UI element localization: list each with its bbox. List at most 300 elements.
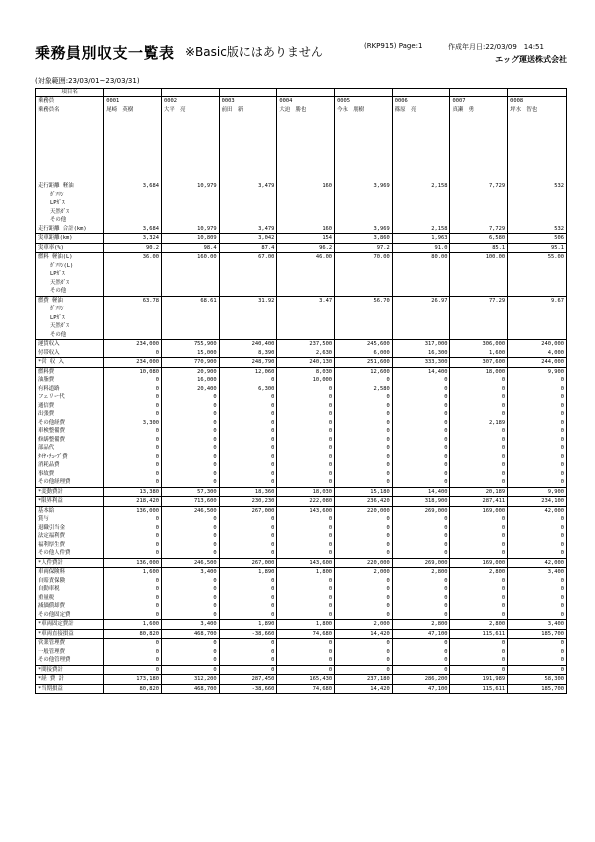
table-cell [508,331,567,340]
table-cell [104,123,162,132]
table-cell: 136,000 [104,558,162,568]
table-row [36,515,567,524]
table-cell: 0 [219,639,277,648]
table-cell: 2,158 [392,225,450,234]
table-cell: 15,180 [335,487,393,497]
table-cell [219,262,277,271]
row-label-text: 燃料 軽油(L) [38,254,73,260]
table-cell: 0 [277,665,335,675]
table-header-row [36,89,567,97]
table-cell [450,131,508,140]
item-name-header: 項目名 [36,89,104,97]
table-cell [392,322,450,331]
table-cell [161,165,219,174]
row-label [36,270,104,279]
table-cell: 0 [450,585,508,594]
table-cell: 9.67 [508,296,567,305]
table-cell: -38,660 [219,684,277,694]
table-cell: 9,900 [508,367,567,376]
table-cell [277,331,335,340]
table-cell [219,216,277,225]
table-cell [277,157,335,166]
row-label [36,577,104,586]
table-cell: 0 [219,532,277,541]
table-cell: 15,000 [161,349,219,358]
table-cell: 77.29 [450,296,508,305]
table-cell: 0 [335,611,393,620]
table-cell [392,174,450,183]
table-cell: 0 [104,444,162,453]
table-cell [335,270,393,279]
table-cell: 0 [104,549,162,558]
table-cell [392,262,450,271]
table-cell: 47,100 [392,684,450,694]
row-label-text: 通信費 [38,402,55,409]
table-cell [161,174,219,183]
table-cell: 0007 [450,97,508,106]
table-cell: 244,000 [508,358,567,368]
table-cell [508,208,567,217]
table-row [36,165,567,174]
table-cell [508,131,567,140]
table-row [36,199,567,208]
row-label [36,305,104,314]
table-cell [104,131,162,140]
row-label-text: ﾀｲﾔ･ﾁｭｰﾌﾞ費 [38,453,68,460]
table-cell [392,331,450,340]
table-cell: 0 [335,410,393,419]
table-cell [450,114,508,123]
table-cell: 56.70 [335,296,393,305]
table-cell: 0 [104,665,162,675]
table-cell: 0 [104,385,162,394]
table-cell [508,165,567,174]
table-cell [335,157,393,166]
table-cell: 0 [508,541,567,550]
row-label [36,358,104,368]
table-cell [508,157,567,166]
table-cell [508,279,567,288]
table-cell [392,305,450,314]
table-cell: 0 [335,594,393,603]
table-cell [161,123,219,132]
table-cell [161,191,219,200]
table-cell: 0 [508,524,567,533]
table-cell: 185,700 [508,684,567,694]
row-label-text: 運賃収入 [38,341,60,347]
table-cell [392,140,450,149]
table-cell: 0 [277,444,335,453]
date-range: (対象範囲:23/03/01~23/03/31) [35,77,140,85]
table-cell [450,262,508,271]
table-cell [335,191,393,200]
table-cell [335,279,393,288]
table-row [36,182,567,191]
table-cell: 267,000 [219,558,277,568]
page-title: 乗務員別収支一覧表 [35,44,175,62]
table-cell: 3,479 [219,225,277,234]
table-cell [219,314,277,323]
table-cell [450,331,508,340]
row-label [36,436,104,445]
row-label [36,340,104,349]
table-cell: 9,900 [508,487,567,497]
table-cell [508,305,567,314]
table-cell: 143,600 [277,558,335,568]
table-cell: 0 [277,549,335,558]
table-cell: 245,600 [335,340,393,349]
table-cell [508,140,567,149]
table-cell [450,165,508,174]
table-cell: 68.61 [161,296,219,305]
table-row [36,684,567,694]
table-cell: 0 [161,461,219,470]
table-cell: 篠原 亮 [392,106,450,115]
table-cell [335,165,393,174]
table-row [36,243,567,253]
table-cell [335,148,393,157]
row-label [36,97,104,106]
row-label-text: ｶﾞｿﾘﾝ(L) [50,262,74,269]
table-cell: 770,900 [161,358,219,368]
table-cell: 234,100 [508,497,567,507]
table-cell: 160 [277,225,335,234]
table-cell: 14,400 [392,367,450,376]
table-row [36,410,567,419]
row-label [36,629,104,639]
table-cell [392,114,450,123]
row-label [36,114,104,123]
table-cell [392,216,450,225]
table-cell: 0 [104,470,162,479]
table-cell: 246,500 [161,558,219,568]
table-row [36,106,567,115]
table-row [36,305,567,314]
table-cell: 0 [219,470,277,479]
table-cell: 0 [104,402,162,411]
table-row [36,270,567,279]
table-cell: 240,000 [508,340,567,349]
table-cell [277,279,335,288]
row-label [36,568,104,577]
table-cell: 10,000 [277,376,335,385]
table-cell: 287,411 [450,497,508,507]
table-cell: 0 [392,419,450,428]
table-cell [450,191,508,200]
table-cell: 10,979 [161,225,219,234]
table-cell: 7,729 [450,225,508,234]
row-label [36,558,104,568]
table-cell [450,148,508,157]
table-cell: 2,800 [450,620,508,630]
table-cell: 0 [335,419,393,428]
row-label [36,410,104,419]
row-label-text: 自賠責保険 [38,577,65,584]
table-cell: 269,000 [392,506,450,515]
table-cell: 58,300 [508,675,567,685]
table-cell: 74,680 [277,684,335,694]
row-label-text: その他固定費 [38,611,71,618]
company-name: エッグ運送株式会社 [495,55,567,64]
table-cell: 0003 [219,97,277,106]
table-cell: 0 [104,376,162,385]
table-row [36,97,567,106]
table-cell [219,279,277,288]
table-cell: 220,000 [335,506,393,515]
table-cell: 0 [508,444,567,453]
row-label [36,444,104,453]
row-label-text: その他 [50,217,67,223]
table-row [36,191,567,200]
table-cell: 0 [392,639,450,648]
table-cell: 0 [277,393,335,402]
row-label [36,376,104,385]
table-cell: 0 [161,419,219,428]
table-cell: 0 [450,402,508,411]
table-cell: 真瀬 勇 [450,106,508,115]
table-row [36,216,567,225]
table-cell: 0 [161,393,219,402]
table-cell [161,287,219,296]
table-cell: 0 [335,585,393,594]
table-cell: 0005 [335,97,393,106]
table-cell: 0 [450,478,508,487]
table-cell: 2,000 [335,568,393,577]
table-cell [219,131,277,140]
table-cell: 0 [161,611,219,620]
table-cell [104,199,162,208]
row-label [36,314,104,323]
row-label [36,216,104,225]
table-cell [508,287,567,296]
table-cell: 0 [392,541,450,550]
table-cell: 0 [392,602,450,611]
table-row [36,349,567,358]
table-cell: 0 [508,419,567,428]
table-row [36,532,567,541]
table-cell: 0 [392,461,450,470]
table-row [36,453,567,462]
table-cell: 14,420 [335,684,393,694]
row-label-text: 実車率(%) [38,244,64,251]
table-cell [392,314,450,323]
table-cell: 0 [450,427,508,436]
table-cell [219,287,277,296]
table-cell: 0 [161,427,219,436]
table-cell: 0 [450,436,508,445]
row-label-text: 走行距離 合計(km) [38,225,87,232]
table-cell [277,123,335,132]
table-cell: 0 [161,524,219,533]
table-row [36,497,567,507]
table-cell: 2,158 [392,182,450,191]
table-row [36,314,567,323]
row-label-text: *車両固定費計 [38,621,74,627]
table-cell: 0 [508,410,567,419]
table-cell [335,199,393,208]
row-label-text: 事故費 [38,470,55,477]
table-cell [219,191,277,200]
row-label [36,262,104,271]
table-cell: 0 [161,541,219,550]
table-cell: 3,324 [104,234,162,244]
table-cell [335,262,393,271]
table-cell: 0 [277,470,335,479]
row-label [36,349,104,358]
table-cell: 坪水 智也 [508,106,567,115]
table-row [36,568,567,577]
table-cell: 0 [219,648,277,657]
table-cell: 0 [392,524,450,533]
table-cell [450,199,508,208]
table-cell: 0 [508,436,567,445]
table-cell: 0 [277,585,335,594]
row-label-text: 天然ｶﾞｽ [50,279,69,286]
table-cell: 0 [161,656,219,665]
table-cell: 0 [104,478,162,487]
table-cell [508,199,567,208]
table-row [36,602,567,611]
table-cell: 0 [450,594,508,603]
row-label-text: 油脂費 [38,377,55,383]
table-cell [392,191,450,200]
table-cell: 318,900 [392,497,450,507]
table-cell: 1,600 [104,620,162,630]
table-cell: 0004 [277,97,335,106]
table-row [36,470,567,479]
table-cell: 143,600 [277,506,335,515]
table-cell: 3,860 [335,234,393,244]
table-cell: 0 [392,594,450,603]
table-cell: 0 [450,524,508,533]
table-cell [277,314,335,323]
row-label-text: その他 [50,288,67,294]
table-cell [450,140,508,149]
table-cell: 0 [219,585,277,594]
table-row [36,585,567,594]
table-cell: 13,380 [104,487,162,497]
table-cell: 0 [277,639,335,648]
table-cell: 90.2 [104,243,162,253]
table-cell [277,165,335,174]
row-label [36,639,104,648]
table-row [36,611,567,620]
table-cell: 0 [450,393,508,402]
table-cell [335,314,393,323]
table-cell: 169,000 [450,558,508,568]
table-cell [450,314,508,323]
table-cell [335,287,393,296]
table-cell: 312,200 [161,675,219,685]
table-cell: 0 [392,515,450,524]
table-cell: 0 [450,444,508,453]
table-cell: 0 [508,470,567,479]
table-cell [104,140,162,149]
table-cell [335,216,393,225]
table-cell: 98.4 [161,243,219,253]
table-cell: 0 [104,453,162,462]
table-cell [335,322,393,331]
table-cell: 237,180 [335,675,393,685]
table-cell: 234,000 [104,358,162,368]
table-cell: 0 [161,444,219,453]
row-label [36,199,104,208]
row-label-text: 有料道路 [38,385,60,392]
table-cell: 0 [392,453,450,462]
row-label [36,123,104,132]
table-cell: 0 [508,665,567,675]
row-label-text: 減価償却費 [38,603,65,609]
row-label-text: 消耗品費 [38,462,60,468]
table-cell: 3,042 [219,234,277,244]
table-cell: 1,800 [277,568,335,577]
table-cell: 0 [219,393,277,402]
table-cell [104,191,162,200]
table-row [36,639,567,648]
table-cell: 0 [335,549,393,558]
table-cell [161,199,219,208]
table-cell: 55.00 [508,253,567,262]
table-cell [508,174,567,183]
table-cell: 0 [104,515,162,524]
table-cell: 0 [508,385,567,394]
table-cell: 0 [277,436,335,445]
table-cell [335,114,393,123]
table-row [36,376,567,385]
table-row [36,140,567,149]
table-cell: 0 [450,515,508,524]
table-cell: 0 [161,577,219,586]
table-cell: 0 [392,470,450,479]
row-label-text: LPｶﾞｽ [50,200,65,206]
table-cell: 0 [277,524,335,533]
table-cell: 0 [161,585,219,594]
table-cell: 31.92 [219,296,277,305]
table-cell [392,279,450,288]
table-cell: 0 [392,427,450,436]
row-label-text: 実車距離(km) [38,235,73,241]
row-label [36,524,104,533]
row-label [36,478,104,487]
table-cell [508,148,567,157]
table-cell [161,314,219,323]
table-cell: 286,200 [392,675,450,685]
row-label-text: その他経理費 [38,479,71,485]
table-cell: 0 [335,541,393,550]
table-cell: 160.00 [161,253,219,262]
table-cell [392,165,450,174]
row-label-text: 燃費 軽油 [38,297,63,304]
table-cell: 80.00 [392,253,450,262]
table-cell [335,208,393,217]
table-cell: 1,800 [277,620,335,630]
table-cell [277,148,335,157]
table-cell: 0 [277,461,335,470]
table-cell: 1,600 [450,349,508,358]
table-cell: 0 [450,453,508,462]
table-cell: 8,030 [277,367,335,376]
table-row [36,331,567,340]
table-cell: 468,700 [161,684,219,694]
table-cell [335,131,393,140]
table-cell [335,305,393,314]
table-row [36,234,567,244]
table-cell [104,287,162,296]
table-cell: 0 [450,376,508,385]
table-cell: 3,684 [104,182,162,191]
row-label [36,106,104,115]
table-cell: 185,700 [508,629,567,639]
